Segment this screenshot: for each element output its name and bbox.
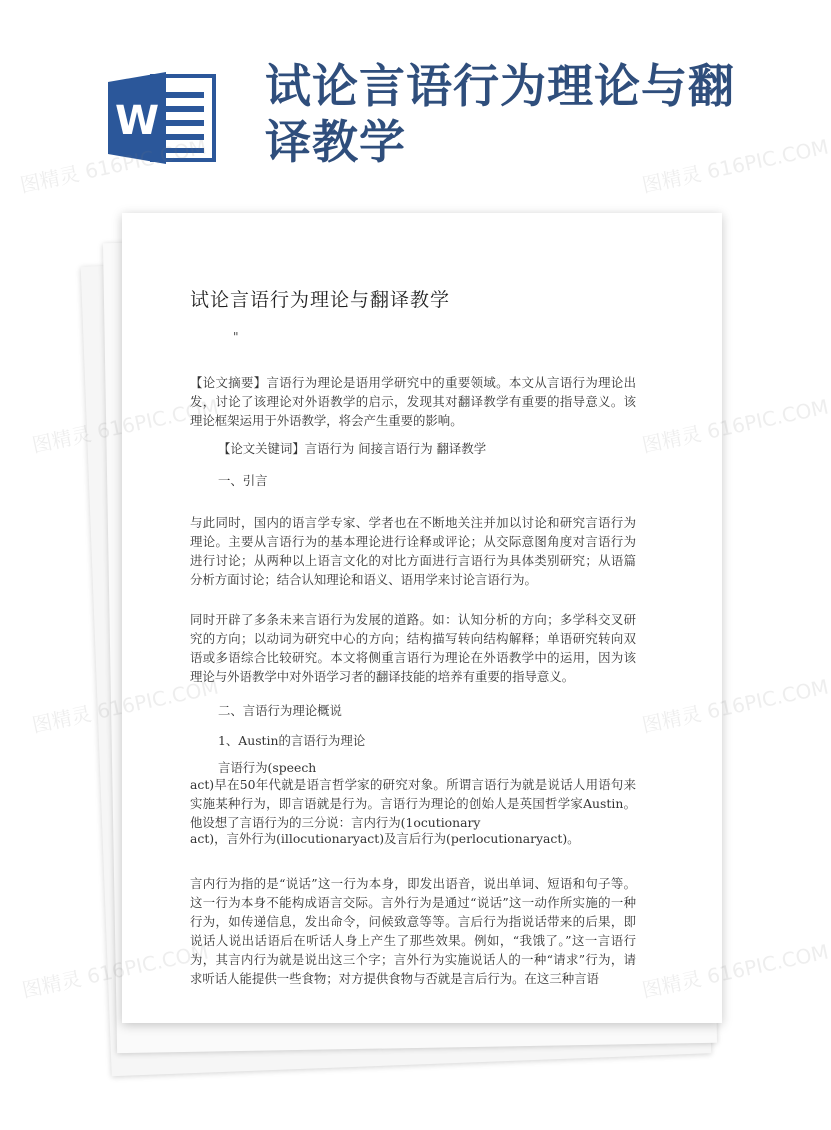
watermark: 图精灵 616PIC.COM [639, 939, 831, 1003]
watermark: 图精灵 616PIC.COM [17, 134, 209, 198]
document-title: 试论言语行为理论与翻译教学 [190, 289, 451, 311]
banner-title: 试论言语行为理论与翻译教学 [265, 59, 735, 169]
watermark: 图精灵 [29, 421, 94, 458]
locutionary-paragraph: 言内行为指的是“说话”这一行为本身，即发出语音，说出单词、短语和句子等。这一行为本身不能构成语言交际。言外行为是通过“说话”这一动作所实施的一种行为，如传递信息，发出命令，问候致意等等。言后行为指说话带来的后果，即说话人说出话语后在听话人身上产生了那些效果。例如，“我饿了。”这一言语行为，其言内行为就是说出这三个字；言外行为实施说话人的一种“请求”行为，请求听话人能提供一些食物；对方提供食物与否就是言后行为。在这三种言语 [190, 876, 636, 986]
watermark: 图精灵 [29, 701, 94, 738]
watermark: 图精灵 616PIC.COM [639, 394, 831, 458]
quote-mark: " [233, 330, 239, 344]
intro-paragraph-1: 与此同时，国内的语言学专家、学者也在不断地关注并加以讨论和研究言语行为理论。主要从言语行为的基本理论进行诠释或评论；从交际意图角度对言语行为进行讨论；从两种以上语言文化的对比方面进行言语行为具体类别研究；从语篇分析方面讨论；结合认知理论和语义、语用学来讨论言语行为。 [190, 515, 636, 587]
speech-act-line-start: 言语行为(speech [218, 760, 317, 775]
abstract-paragraph: 【论文摘要】言语行为理论是语用学研究中的重要领域。本文从言语行为理论出发，讨论了该理论对外语教学的启示，发现其对翻译教学有重要的指导意义。该理论框架运用于外语教学，将会产生重要的影响。 [190, 375, 636, 428]
keywords-line: 【论文关键词】言语行为 间接言语行为 翻译教学 [218, 441, 487, 456]
speech-act-paragraph: act)早在50年代就是语言哲学家的研究对象。所谓言语行为就是说话人用语句来实施某种行为，即言语就是行为。言语行为理论的创始人是英国哲学家Austin。他设想了言语行为的三分说：言内行为(1ocutionary [190, 777, 636, 830]
document-page [122, 213, 722, 1023]
section-heading-theory: 二、言语行为理论概说 [218, 703, 342, 718]
intro-paragraph-2: 同时开辟了多条未来言语行为发展的道路。如：认知分析的方向；多学科交叉研究的方向；以动词为研究中心的方向；结构描写转向结构解释；单语研究转向双语或多语综合比较研究。本文将侧重言语行为理论在外语教学中的运用，因为该理论与外语教学中对外语学习者的翻译技能的培养有重要的指导意义。 [190, 612, 636, 684]
section-heading-intro: 一、引言 [218, 473, 268, 488]
subsection-heading-austin: 1、Austin的言语行为理论 [218, 733, 366, 748]
speech-act-paragraph-end: act)，言外行为(illocutionaryact)及言后行为(perlocutionaryact)。 [190, 831, 580, 846]
word-document-icon [108, 68, 220, 168]
watermark: 图精灵 616PIC.COM [639, 134, 831, 198]
word-icon-letter: W [114, 98, 160, 144]
watermark: 图精灵 616PIC.COM [639, 674, 831, 738]
watermark: 图精灵 [19, 966, 84, 1003]
